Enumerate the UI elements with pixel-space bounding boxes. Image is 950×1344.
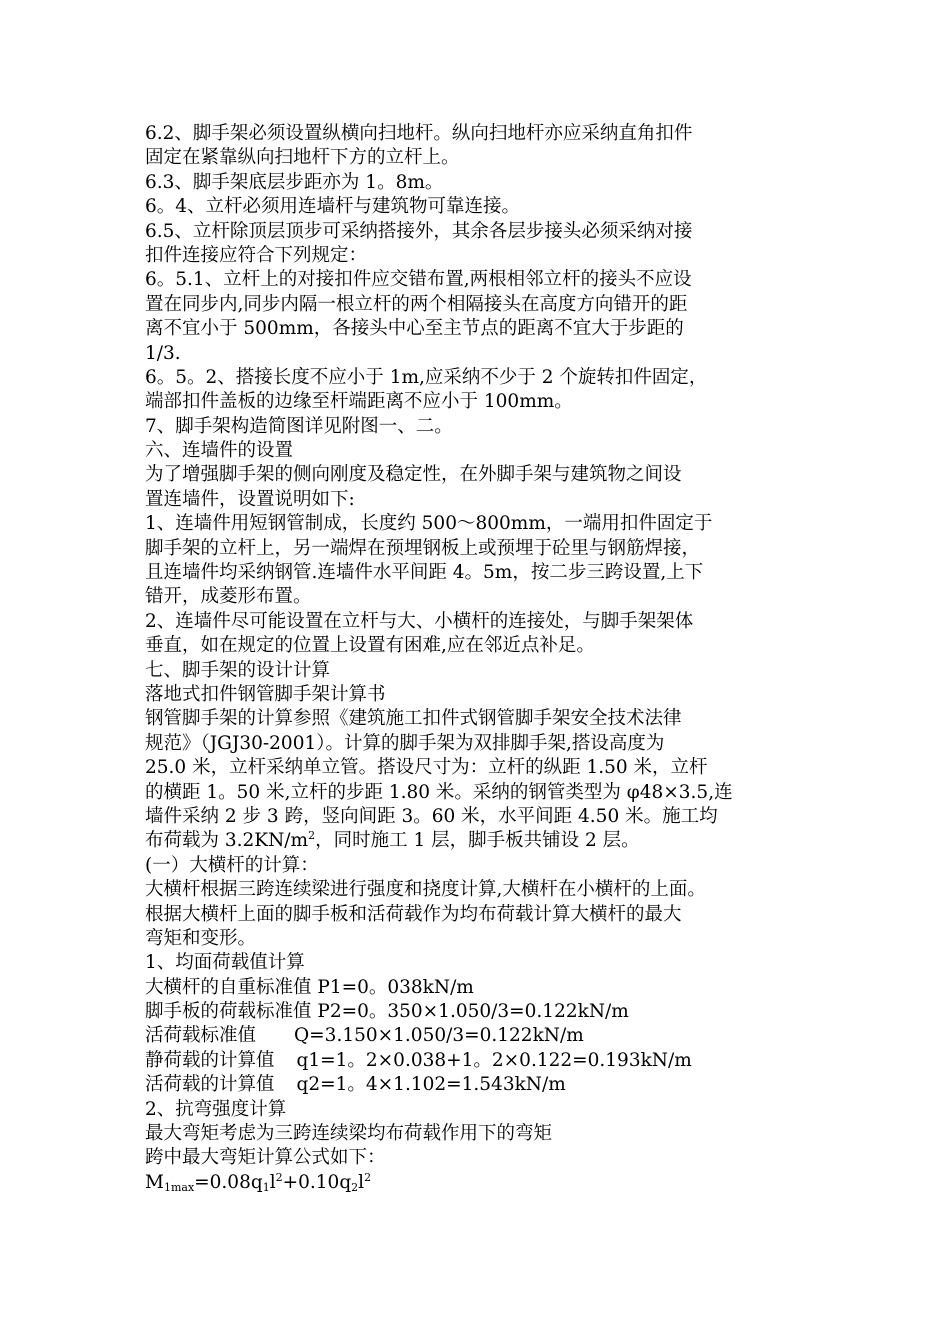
text-line: 1/3. (145, 342, 181, 364)
section-heading: 七、脚手架的设计计算 (145, 659, 331, 681)
text-line: 大横杆的自重标准值 P1=0。038kN/m (145, 976, 474, 998)
load-line (145, 1049, 813, 1073)
text-line: 根据大横杆上面的脚手板和活荷载作为均布荷载计算大横杆的最大 (145, 903, 682, 925)
load-text: 布荷载为 3.2KN/m (145, 830, 309, 852)
text-line: 大横杆根据三跨连续梁进行强度和挠度计算,大横杆在小横杆的上面。 (145, 879, 706, 901)
load-line (145, 1073, 813, 1097)
text-line: 6。5.1、立杆上的对接扣件应交错布置,两根相邻立杆的接头不应设 (145, 269, 692, 291)
text-line: 错开，成菱形布置。 (145, 586, 312, 608)
text-line: 最大弯矩考虑为三跨连续梁均布荷载作用下的弯矩 (145, 1123, 553, 1145)
moment-formula (145, 1171, 813, 1195)
text-line: 且连墙件均采纳钢管.连墙件水平间距 4。5m，按二步三跨设置,上下 (145, 562, 704, 584)
text-line: 脚手架的立杆上，另一端焊在预埋钢板上或预埋于砼里与钢筋焊接， (145, 537, 701, 559)
text-line (145, 829, 813, 853)
load-label: 静荷载的计算值 (145, 1049, 275, 1071)
formula-part: l (358, 1171, 365, 1193)
text-line: 6。4、立杆必须用连墙杆与建筑物可靠连接。 (145, 196, 521, 218)
text-line: 离不宜小于 500mm，各接头中心至主节点的距离不宜大于步距的 (145, 318, 684, 340)
text-line: 1、连墙件用短钢管制成，长度约 500～800mm，一端用扣件固定于 (145, 513, 713, 535)
formula-m: M (145, 1171, 164, 1193)
formula-part: +0.10q (282, 1171, 352, 1193)
formula-part: =0.08q (194, 1171, 263, 1193)
text-line: 弯矩和变形。 (145, 927, 257, 949)
text-line: 规范》（JGJ30-2001）。计算的脚手架为双排脚手架,搭设高度为 (145, 732, 665, 754)
load-value: q1=1。2×0.038+1。2×0.122=0.193kN/m (296, 1049, 692, 1071)
text-line: 端部扣件盖板的边缘至杆端距离不应小于 100mm。 (145, 391, 573, 413)
formula-part: l (269, 1171, 276, 1193)
text-line: 25.0 米，立杆采纳单立管。搭设尺寸为：立杆的纵距 1.50 米，立杆 (145, 757, 708, 779)
section-heading: 落地式扣件钢管脚手架计算书 (145, 683, 386, 705)
formula-superscript: 2 (364, 1170, 372, 1184)
text-line: 墙件采纳 2 步 3 跨，竖向间距 3。60 米，水平间距 4.50 米。施工均 (145, 805, 718, 827)
section-heading: 2、抗弯强度计算 (145, 1098, 287, 1120)
section-heading: 六、连墙件的设置 (145, 440, 294, 462)
formula-subscript: 1 (262, 1180, 270, 1194)
section-heading: 1、均面荷载值计算 (145, 952, 305, 974)
text-line: 钢管脚手架的计算参照《建筑施工扣件式钢管脚手架安全技术法律 (145, 708, 682, 730)
text-line: 固定在紧靠纵向扫地杆下方的立杆上。 (145, 147, 460, 169)
load-label: 活荷载标准值 (145, 1025, 257, 1047)
text-line: 6。5。2、搭接长度不应小于 1m,应采纳不少于 2 个旋转扣件固定， (145, 366, 708, 388)
text-line: 为了增强脚手架的侧向刚度及稳定性，在外脚手架与建筑物之间设 (145, 464, 682, 486)
text-line: 7、脚手架构造简图详见附图一、二。 (145, 415, 453, 437)
text-line: 垂直，如在规定的位置上设置有困难,应在邻近点补足。 (145, 635, 595, 657)
formula-subscript: 2 (351, 1180, 359, 1194)
text-line: 跨中最大弯矩计算公式如下： (145, 1147, 386, 1169)
load-value: Q=3.150×1.050/3=0.122kN/m (294, 1025, 584, 1047)
text-line: 扣件连接应符合下列规定： (145, 244, 368, 266)
superscript: 2 (308, 829, 316, 843)
load-value: q2=1。4×1.102=1.543kN/m (296, 1074, 566, 1096)
text-line: 6.5、立杆除顶层顶步可采纳搭接外，其余各层步接头必须采纳对接 (145, 220, 693, 242)
text-line: 置在同步内,同步内隔一根立杆的两个相隔接头在高度方向错开的距 (145, 293, 688, 315)
text-line: 2、连墙件尽可能设置在立杆与大、小横杆的连接处，与脚手架架体 (145, 610, 694, 632)
text-line: 置连墙件，设置说明如下: (145, 488, 355, 510)
text-line: 6.3、脚手架底层步距亦为 1。8m。 (145, 171, 444, 193)
text-line: 的横距 1。50 米,立杆的步距 1.80 米。采纳的钢管类型为 φ48×3.5,连 (145, 781, 733, 803)
load-line (145, 1024, 813, 1048)
document-body (145, 122, 813, 1195)
load-label: 活荷载的计算值 (145, 1074, 275, 1096)
section-heading: (一）大横杆的计算： (145, 854, 319, 876)
text-line: 6.2、脚手架必须设置纵横向扫地杆。纵向扫地杆亦应采纳直角扣件 (145, 123, 693, 144)
text-line: 脚手板的荷载标准值 P2=0。350×1.050/3=0.122kN/m (145, 1001, 629, 1023)
load-text-rest: ，同时施工 1 层，脚手板共铺设 2 层。 (315, 830, 640, 852)
formula-subscript: 1max (163, 1180, 195, 1194)
formula-superscript: 2 (275, 1170, 283, 1184)
